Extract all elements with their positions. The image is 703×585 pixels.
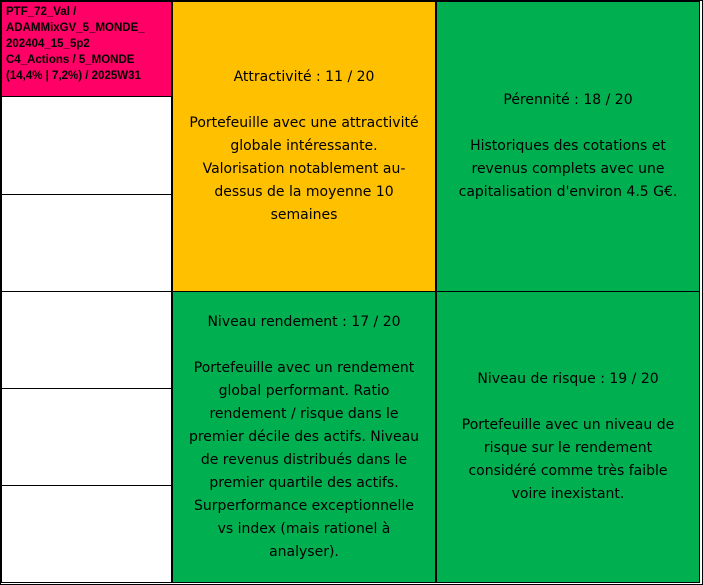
risque-cell [436,291,700,583]
portfolio-title-line: ADAMMixGV_5_MONDE_ [6,22,145,34]
perennite-score-title: Pérennité : 18 / 20 [503,92,633,108]
empty-cell-1 [1,96,172,195]
portfolio-title-line: (14,4% | 7,2%) / 2025W31 [6,70,141,82]
empty-cell-3 [1,291,172,389]
perennite-description: Historiques des cotations et revenus complets avec une capitalisation d'environ 4.5 G€. [458,138,678,200]
rendement-score-title: Niveau rendement : 17 / 20 [207,313,401,330]
empty-cell-4 [1,388,172,486]
attractivite-score-title: Attractivité : 11 / 20 [233,69,375,85]
empty-cell-2 [1,194,172,292]
portfolio-title-cell [1,1,172,97]
rendement-description: Portefeuille avec un rendement global performant. Ratio rendement / risque dans le premier décile des actifs. Niveau de revenus distribués dans le premier quartile des actifs. Surperformance exceptionnelle vs index (mais rationel à analyser). [188,359,420,560]
risque-score-title: Niveau de risque : 19 / 20 [477,371,659,387]
attractivite-cell [172,1,436,292]
portfolio-title-line: 202404_15_5p2 [6,38,90,50]
portfolio-title-line: C4_Actions / 5_MONDE [6,54,135,66]
portfolio-title-line: PTF_72_Val / [6,6,77,18]
risque-description: Portefeuille avec un niveau de risque sur le rendement considéré comme très faible voire inexistant. [461,417,675,502]
rendement-cell [172,291,436,583]
perennite-cell [436,1,700,292]
empty-cell-5 [1,485,172,583]
attractivite-description: Portefeuille avec une attractivité globale intéressante. Valorisation notablement au- dessus de la moyenne 10 semaines [189,115,419,223]
